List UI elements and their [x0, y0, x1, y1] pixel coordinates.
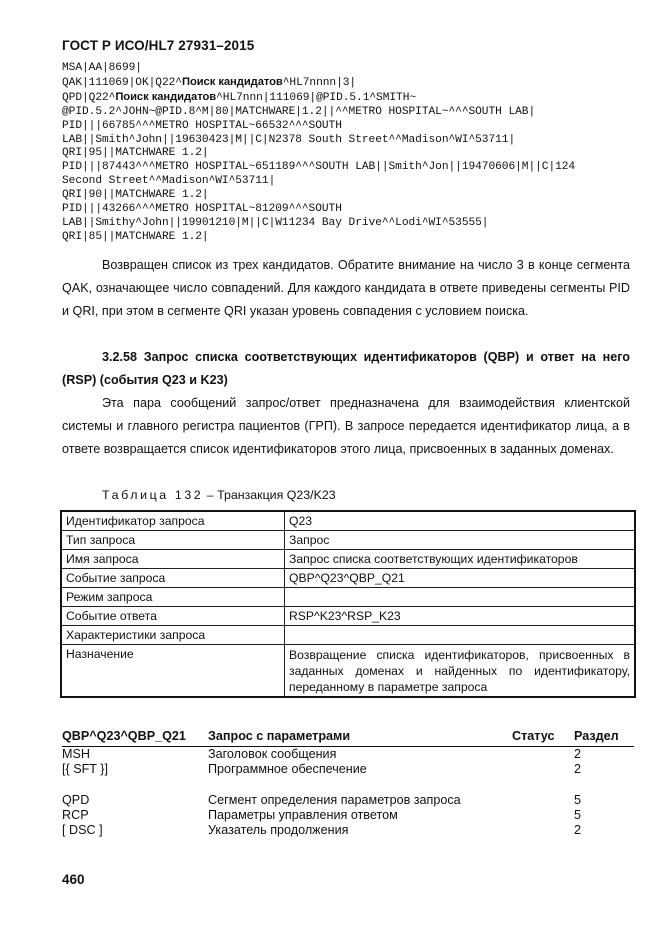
segment-header-message: QBP^Q23^QBP_Q21: [62, 729, 186, 743]
query-table-row: [61, 607, 635, 626]
query-table-value: [285, 626, 636, 645]
segment-header-description: Запрос с параметрами: [208, 729, 351, 743]
query-table-key: Назначение: [61, 645, 285, 698]
segment-row: [62, 793, 634, 808]
table-caption-label: Таблица 132: [102, 488, 204, 502]
query-table-value: Запрос списка соответствующих идентификаторов: [285, 550, 636, 569]
segment-description: Параметры управления ответом: [208, 808, 398, 823]
code-line: PID|||66785^^^METRO HOSPITAL~66532^^^SOUTH: [62, 119, 342, 132]
code-line: MSA|AA|8699|: [62, 62, 142, 74]
segment-id: MSH: [62, 747, 90, 761]
code-line: LAB||Smithy^John||19901210|M||C|W11234 Bay Drive^^Lodi^WI^53555|: [62, 216, 489, 229]
segment-description: Сегмент определения параметров запроса: [208, 792, 461, 807]
paragraph-candidates: [62, 254, 630, 323]
segment-id: RCP: [62, 808, 89, 823]
code-line: PID|||87443^^^METRO HOSPITAL~651189^^^SOUTH LAB||Smith^Jon||19470606|M||C|124: [62, 161, 576, 174]
query-table-key: Режим запроса: [61, 588, 285, 607]
code-line: ^HL7nnnn|3|: [282, 76, 357, 89]
query-table-key: Тип запроса: [61, 531, 285, 550]
segment-section: 2: [574, 762, 582, 777]
paragraph-text: Возвращен список из трех кандидатов. Обратите внимание на число 3 в конце сегмента QAK, означающее число совпадений. Для каждого кандидата в ответе приведены сегменты PID и QRI, при этом в сегменте QRI указан уровень совпадения с условием поиска.: [62, 258, 630, 318]
segment-header-section: Раздел: [574, 729, 619, 743]
code-line: QAK|111069|OK|Q22^: [62, 76, 182, 89]
query-table: [60, 510, 636, 698]
query-table-key: Событие ответа: [61, 607, 285, 626]
code-bold-text: Поиск кандидатов: [115, 90, 217, 103]
code-line: @PID.5.2^JOHN~@PID.8^M|80|MATCHWARE|1.2||^^METRO HOSPITAL~^^^SOUTH LAB|: [62, 105, 536, 118]
segment-id: [ DSC ]: [62, 823, 103, 838]
query-table-row: [61, 531, 635, 550]
query-table-row: [61, 588, 635, 607]
segment-row: [62, 808, 634, 823]
code-line: ^HL7nnn|111069|@PID.5.1^SMITH~: [216, 91, 417, 104]
segment-section: 5: [574, 808, 582, 823]
paragraph-text: Эта пара сообщений запрос/ответ предназначена для взаимодействия клиентской системы и главного регистра пациентов (ГРП). В запросе передается идентификатор лица, а в ответе возвращается список идентификаторов этого лица, присвоенных в заданных доменах.: [62, 396, 630, 456]
query-table-row: [61, 626, 635, 645]
code-line: PID|||43266^^^METRO HOSPITAL~81209^^^SOUTH: [62, 203, 342, 216]
query-table-value: RSP^K23^RSP_K23: [285, 607, 636, 626]
query-table-value: [285, 588, 636, 607]
table-caption: [102, 488, 336, 502]
query-table-key: Характеристики запроса: [61, 626, 285, 645]
table-caption-dash: –: [203, 488, 218, 502]
segment-row: [62, 747, 634, 762]
code-line: QRI|95||MATCHWARE 1.2|: [62, 147, 209, 160]
segment-id: QPD: [62, 792, 90, 807]
segment-rows: [62, 747, 634, 839]
code-line: QPD|Q22^: [62, 91, 116, 104]
segment-header-status: Статус: [512, 729, 555, 743]
query-table-row: [61, 511, 635, 531]
segment-section: 2: [574, 747, 582, 761]
query-table-value: Q23: [285, 511, 636, 531]
document-header: ГОСТ Р ИСО/HL7 27931–2015: [62, 38, 255, 53]
code-line: Second Street^^Madison^WI^53711|: [62, 175, 276, 188]
query-table-value: QBP^Q23^QBP_Q21: [285, 569, 636, 588]
code-line: LAB||Smith^John||19630423|M||C|N2378 South Street^^Madison^WI^53711|: [62, 133, 516, 146]
query-table-key: Событие запроса: [61, 569, 285, 588]
query-table-value: Запрос: [285, 531, 636, 550]
table-caption-title: Транзакция Q23/K23: [217, 488, 336, 502]
segment-table: [62, 729, 634, 839]
section-heading-text: 3.2.58 Запрос списка соответствующих идентификаторов (QBP) и ответ на него (RSP) (события Q23 и K23): [62, 350, 630, 387]
segment-row: [62, 778, 634, 793]
query-table-row: [61, 645, 635, 698]
paragraph-description: [62, 392, 630, 461]
segment-section: 5: [574, 792, 582, 807]
code-line: QRI|85||MATCHWARE 1.2|: [62, 230, 209, 243]
segment-section: 2: [574, 823, 582, 838]
query-table-row: [61, 569, 635, 588]
segment-description: Заголовок сообщения: [208, 747, 337, 761]
segment-description: Программное обеспечение: [208, 762, 367, 777]
query-table-key: Имя запроса: [61, 550, 285, 569]
hl7-message-example: [62, 62, 575, 245]
code-line: QRI|90||MATCHWARE 1.2|: [62, 189, 209, 202]
segment-id: [{ SFT }]: [62, 762, 108, 777]
section-heading: [62, 346, 630, 392]
code-bold-text: Поиск кандидатов: [181, 75, 283, 88]
query-table-value: Возвращение списка идентификаторов, присвоенных в заданных доменах и найденных по идентификатору, переданному в параметре запроса: [285, 645, 636, 698]
segment-row: [62, 823, 634, 838]
query-table-key: Идентификатор запроса: [61, 511, 285, 531]
query-table-row: [61, 550, 635, 569]
segment-description: Указатель продолжения: [208, 823, 349, 838]
segment-table-header: [62, 729, 634, 747]
page-number: 460: [62, 872, 85, 887]
segment-row: [62, 762, 634, 777]
